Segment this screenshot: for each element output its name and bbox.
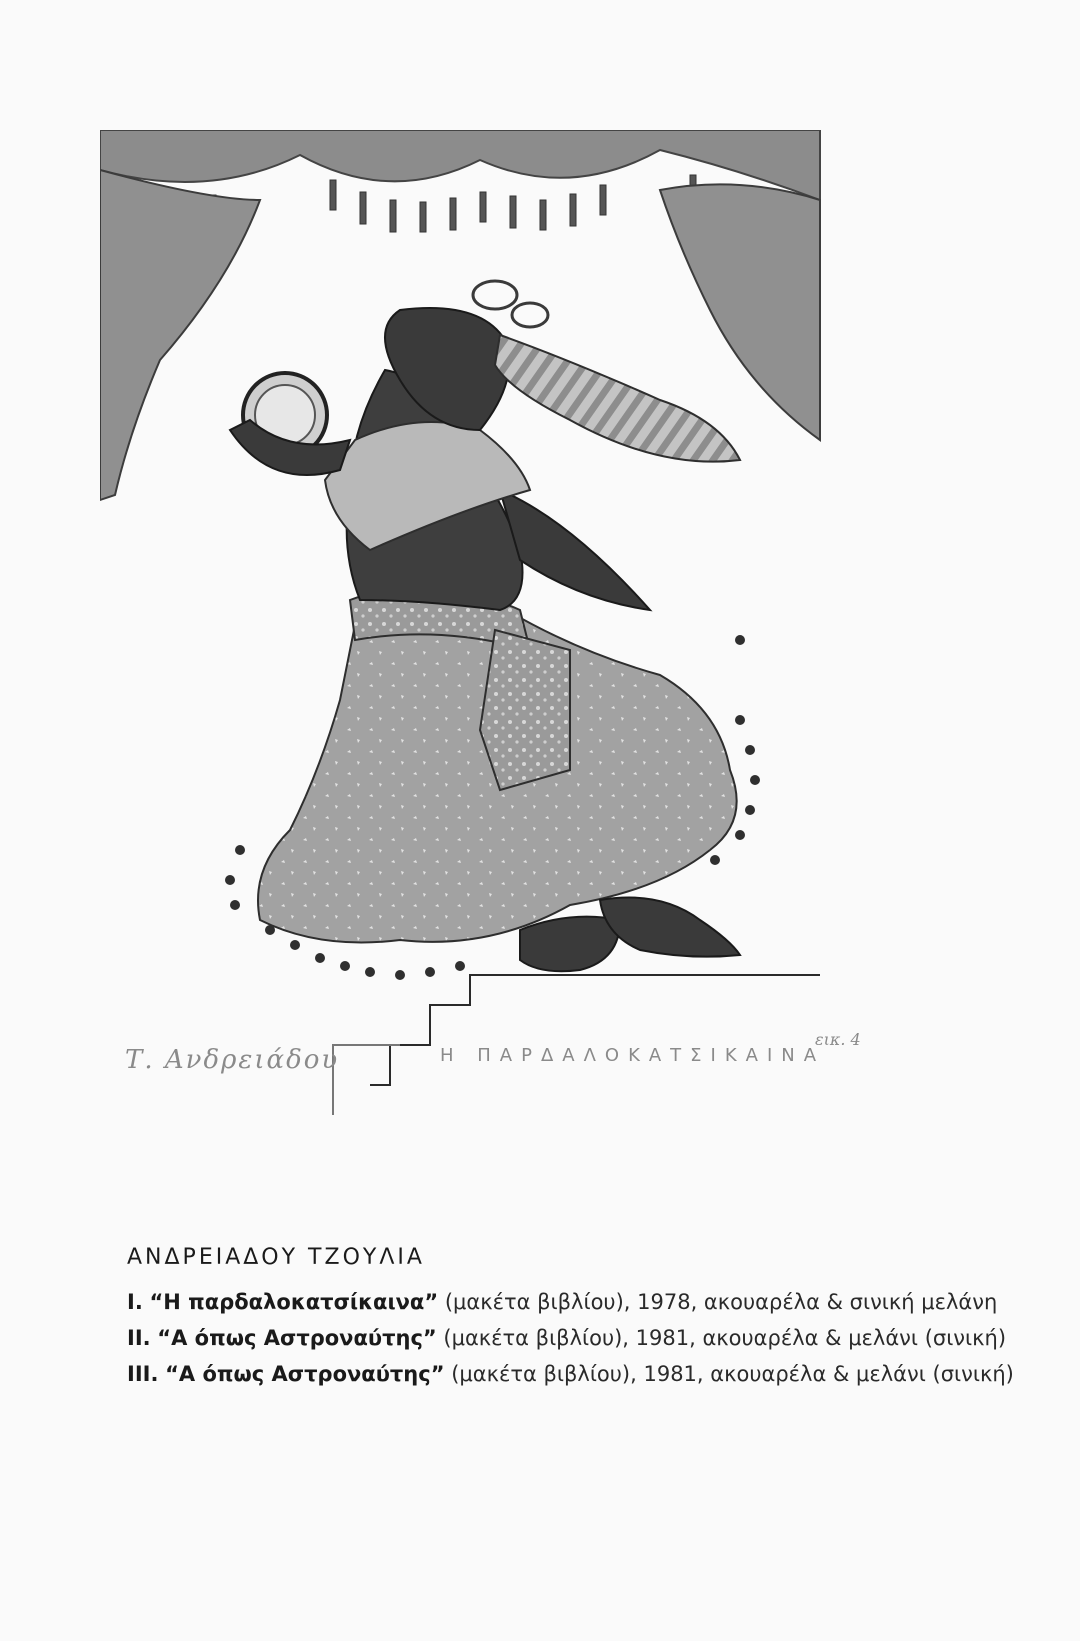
artist-signature: Τ. Ανδρειάδου (125, 1045, 340, 1075)
sash-tail (480, 630, 570, 790)
shoe-right (600, 898, 740, 957)
tambourine (230, 373, 350, 475)
entry-description: (μακέτα βιβλίου), 1981, ακουαρέλα & μελάνι (σινική) (443, 1326, 1007, 1350)
stairs (370, 975, 820, 1085)
dancing-seal-illustration (100, 130, 860, 1130)
right-curtain (660, 184, 820, 440)
entry-description: (μακέτα βιβλίου), 1981, ακουαρέλα & μελάνι (σινική) (451, 1362, 1014, 1386)
figure-note: εικ. 4 (815, 1030, 861, 1049)
entry-number: I. (127, 1290, 143, 1314)
entry-title: “Η παρδαλοκατσίκαινα” (149, 1290, 439, 1314)
shoe-left (520, 917, 620, 972)
caption-entry (127, 1320, 1027, 1356)
handwritten-title: Η ΠΑΡΔΑΛΟΚΑΤΣΙΚΑΙΝΑ (440, 1045, 826, 1066)
caption-block (127, 1245, 1027, 1392)
caption-entry (127, 1284, 1027, 1320)
entry-title: “Α όπως Αστροναύτης” (157, 1326, 437, 1350)
left-curtain (100, 170, 260, 500)
entry-description: (μακέτα βιβλίου), 1978, ακουαρέλα & σινική μελάνη (444, 1290, 998, 1314)
caption-entry (127, 1356, 1027, 1392)
artist-name: ΑΝΔΡΕΙΑΔΟΥ ΤΖΟΥΛΙΑ (127, 1245, 425, 1270)
entry-number: III. (127, 1362, 159, 1386)
seal-flipper (500, 490, 650, 610)
headscarf (495, 335, 740, 462)
entry-title: “Α όπως Αστροναύτης” (165, 1362, 445, 1386)
entry-number: II. (127, 1326, 151, 1350)
